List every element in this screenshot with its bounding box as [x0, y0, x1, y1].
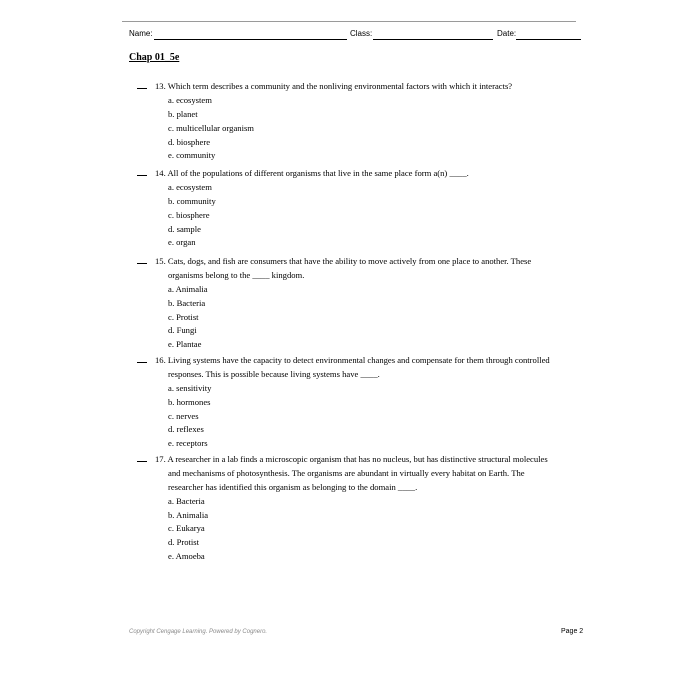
- answer-option: e. organ: [168, 237, 196, 248]
- answer-option: c. biosphere: [168, 209, 210, 220]
- question-number: 16.: [155, 355, 166, 365]
- date-blank: [516, 39, 581, 40]
- name-label: Name:: [129, 29, 153, 38]
- question-number: 15.: [155, 256, 166, 266]
- answer-option: e. community: [168, 150, 216, 161]
- question-text: Living systems have the capacity to detect environmental changes and compensate for them through controlled: [167, 355, 550, 365]
- answer-option: b. planet: [168, 108, 198, 119]
- answer-option: e. receptors: [168, 438, 208, 449]
- question-text: A researcher in a lab finds a microscopic organism that has no nucleus, but has distinctive structural molecules: [167, 454, 548, 464]
- answer-blank: [137, 362, 147, 363]
- answer-option: b. Bacteria: [168, 297, 206, 308]
- answer-options: [168, 382, 211, 451]
- answer-option: a. ecosystem: [168, 94, 212, 105]
- chapter-title: Chap 01_5e: [129, 52, 180, 63]
- class-blank: [373, 39, 493, 40]
- answer-options: [168, 283, 208, 352]
- answer-option: e. Plantae: [168, 339, 202, 350]
- question-stem: [155, 453, 585, 495]
- answer-blank: [137, 175, 147, 176]
- class-label: Class:: [350, 29, 373, 38]
- question-stem: [155, 354, 585, 382]
- answer-option: a. sensitivity: [168, 382, 212, 393]
- answer-option: a. Bacteria: [168, 495, 205, 506]
- question-text: Which term describes a community and the nonliving environmental factors with which it interacts?: [167, 81, 513, 91]
- answer-blank: [137, 263, 147, 264]
- date-label: Date:: [497, 29, 517, 38]
- answer-option: e. Amoeba: [168, 551, 205, 562]
- top-divider: [122, 21, 576, 22]
- question-stem: [155, 167, 585, 181]
- answer-blank: [137, 88, 147, 89]
- question-text: Cats, dogs, and fish are consumers that have the ability to move actively from one place to another. These: [167, 256, 532, 266]
- name-blank: [154, 39, 347, 40]
- answer-option: d. biosphere: [168, 136, 211, 147]
- answer-options: [168, 94, 254, 163]
- answer-option: b. community: [168, 195, 216, 206]
- question-stem: [155, 255, 585, 283]
- answer-blank: [137, 461, 147, 462]
- question-number: 13.: [155, 81, 166, 91]
- answer-option: b. hormones: [168, 396, 211, 407]
- question-number: 14.: [155, 168, 166, 178]
- answer-option: c. Eukarya: [168, 523, 205, 534]
- copyright-notice: Copyright Cengage Learning. Powered by Cognero.: [129, 629, 268, 635]
- answer-option: d. Protist: [168, 537, 200, 548]
- answer-options: [168, 181, 216, 250]
- answer-option: c. Protist: [168, 311, 199, 322]
- answer-option: a. ecosystem: [168, 181, 212, 192]
- answer-option: d. reflexes: [168, 424, 204, 435]
- answer-option: d. Fungi: [168, 325, 197, 336]
- question-number: 17.: [155, 454, 166, 464]
- question-text: All of the populations of different organisms that live in the same place form a(n) ____.: [167, 168, 469, 178]
- question-text: researcher has identified this organism as belonging to the domain ____.: [168, 481, 418, 492]
- question-stem: [155, 80, 585, 94]
- question-text: organisms belong to the ____ kingdom.: [168, 269, 305, 280]
- answer-option: c. multicellular organism: [168, 122, 254, 133]
- answer-option: b. Animalia: [168, 509, 209, 520]
- answer-options: [168, 495, 208, 564]
- answer-option: d. sample: [168, 223, 201, 234]
- answer-option: c. nerves: [168, 410, 199, 421]
- question-text: and mechanisms of photosynthesis. The organisms are abundant in virtually every habitat on Earth. The: [168, 467, 525, 478]
- question-text: responses. This is possible because living systems have ____.: [168, 368, 380, 379]
- page-number: Page 2: [561, 628, 584, 635]
- answer-option: a. Animalia: [168, 283, 208, 294]
